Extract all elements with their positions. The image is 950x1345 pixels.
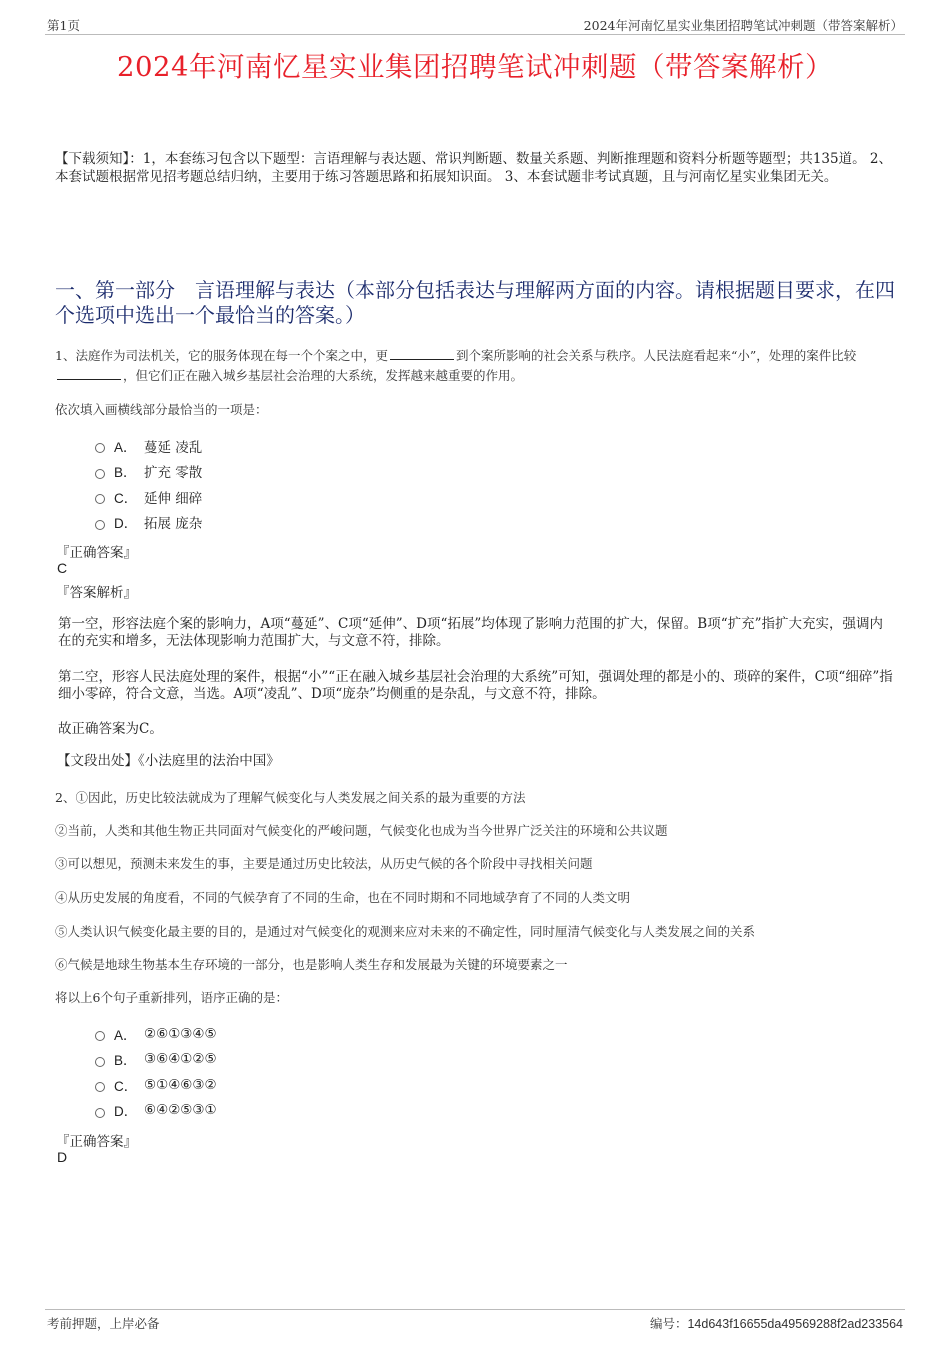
q2-option-d[interactable] (95, 1098, 217, 1124)
option-text: ⑥④②⑤③① (144, 1102, 217, 1119)
q1-analysis-paragraph-2: 第二空，形容人民法庭处理的案件，根据“小”“正在融入城乡基层社会治理的大系统”可知，强调处理的都是小的、琐碎的案件，C项“细碎”指细小零碎，符合文意，当选。A项“凌乱”、D项“庞杂”均侧重的是杂乱，与文意不符，排除。 (58, 669, 893, 702)
question-1-text (55, 346, 903, 386)
question-1-text-part1: 1、法庭作为司法机关，它的服务体现在每一个个案之中，更 (55, 348, 388, 363)
q2-option-b[interactable] (95, 1047, 217, 1073)
option-text: ②⑥①③④⑤ (144, 1025, 217, 1042)
option-letter: A． (114, 439, 137, 455)
footer-code-block (650, 1314, 903, 1332)
radio-icon[interactable] (95, 1057, 105, 1067)
footer-code-label: 编号： (649, 1316, 688, 1331)
option-letter: D． (114, 516, 138, 532)
question-2-prompt: 将以上6个句子重新排列，语序正确的是： (55, 990, 288, 1005)
radio-icon[interactable] (95, 494, 105, 504)
download-notice: 【下载须知】：1，本套练习包含以下题型：言语理解与表达题、常识判断题、数量关系题、判断推理题和资料分析题等题型；共135道。 2、本套试题根据常见招考题总结归纳，主要用于练习答题思路和拓展知识面。 3、本套试题非考试真题，且与河南忆星实业集团无关。 (55, 151, 892, 185)
page-number: 第1页 (47, 18, 80, 33)
q2-option-c[interactable] (95, 1072, 217, 1098)
q2-answer-label: 『正确答案』 (56, 1134, 137, 1150)
blank-1 (390, 347, 454, 360)
q1-option-c[interactable] (95, 484, 202, 510)
header-doc-title: 2024年河南忆星实业集团招聘笔试冲刺题（带答案解析） (583, 18, 903, 33)
option-letter: C． (114, 1078, 138, 1094)
q1-analysis-paragraph-1: 第一空，形容法庭个案的影响力，A项“蔓延”、C项“延伸”、D项“拓展”均体现了影响力范围的扩大，保留。B项“扩充”指扩大充实，强调内在的充实和增多，无法体现影响力范围扩大，与文意不符，排除。 (58, 616, 884, 649)
question-1-text-part3: ，但它们正在融入城乡基层社会治理的大系统，发挥越来越重要的作用。 (123, 368, 524, 383)
radio-icon[interactable] (95, 1031, 105, 1041)
option-text: 扩充 零散 (144, 465, 203, 482)
question-2-line-6: ⑥气候是地球生物基本生存环境的一部分，也是影响人类生存和发展最为关键的环境要素之一 (55, 957, 568, 972)
q1-answer: C (57, 560, 68, 576)
q1-answer-label: 『正确答案』 (56, 545, 137, 561)
question-2-line-2: ②当前，人类和其他生物正共同面对气候变化的严峻问题，气候变化也成为当今世界广泛关注的环境和公共议题 (55, 823, 668, 838)
question-2-line-4: ④从历史发展的角度看，不同的气候孕育了不同的生命，也在不同时期和不同地域孕育了不同的人类文明 (55, 890, 631, 905)
option-letter: B． (114, 465, 137, 481)
question-2-options (95, 1021, 217, 1123)
footer-slogan: 考前押题，上岸必备 (47, 1316, 160, 1331)
page-header (45, 14, 905, 35)
question-1-options (95, 433, 202, 535)
question-1-prompt: 依次填入画横线部分最恰当的一项是： (55, 402, 268, 417)
document-title: 2024年河南忆星实业集团招聘笔试冲刺题（带答案解析） (117, 51, 833, 83)
question-2-line-3: ③可以想见，预测未来发生的事，主要是通过历史比较法，从历史气候的各个阶段中寻找相关问题 (55, 856, 593, 871)
q1-analysis-paragraph-3: 故正确答案为C。 (58, 721, 163, 737)
option-text: ③⑥④①②⑤ (144, 1051, 217, 1068)
document-code: 14d643f16655da49569288f2ad233564 (687, 1317, 903, 1331)
option-letter: C． (114, 490, 138, 506)
q2-option-a[interactable] (95, 1021, 217, 1047)
option-letter: B． (114, 1053, 137, 1069)
option-text: 延伸 细碎 (144, 490, 203, 507)
q1-analysis-label: 『答案解析』 (56, 585, 137, 601)
page-footer (45, 1309, 905, 1334)
radio-icon[interactable] (95, 1082, 105, 1092)
q2-answer: D (57, 1149, 68, 1165)
question-2-line-5: ⑤人类认识气候变化最主要的目的，是通过对气候变化的观测来应对未来的不确定性，同时厘清气候变化与人类发展之间的关系 (55, 924, 756, 939)
option-text: ⑤①④⑥③② (144, 1076, 217, 1093)
option-letter: A． (114, 1027, 137, 1043)
q1-option-b[interactable] (95, 459, 202, 485)
option-letter: D． (114, 1104, 138, 1120)
radio-icon[interactable] (95, 1108, 105, 1118)
radio-icon[interactable] (95, 443, 105, 453)
question-1-text-part2: 到个案所影响的社会关系与秩序。人民法庭看起来“小”，处理的案件比较 (455, 348, 857, 363)
q1-option-a[interactable] (95, 433, 202, 459)
radio-icon[interactable] (95, 469, 105, 479)
section-heading: 一、第一部分 言语理解与表达（本部分包括表达与理解两方面的内容。请根据题目要求，在四个选项中选出一个最恰当的答案。） (55, 278, 895, 327)
q1-option-d[interactable] (95, 510, 202, 536)
radio-icon[interactable] (95, 520, 105, 530)
option-text: 拓展 庞杂 (144, 516, 203, 533)
blank-2 (57, 367, 121, 380)
option-text: 蔓延 凌乱 (144, 439, 203, 456)
q1-source: 【文段出处】《小法庭里的法治中国》 (57, 753, 280, 769)
question-2-line-1: 2、①因此，历史比较法就成为了理解气候变化与人类发展之间关系的最为重要的方法 (55, 790, 526, 805)
